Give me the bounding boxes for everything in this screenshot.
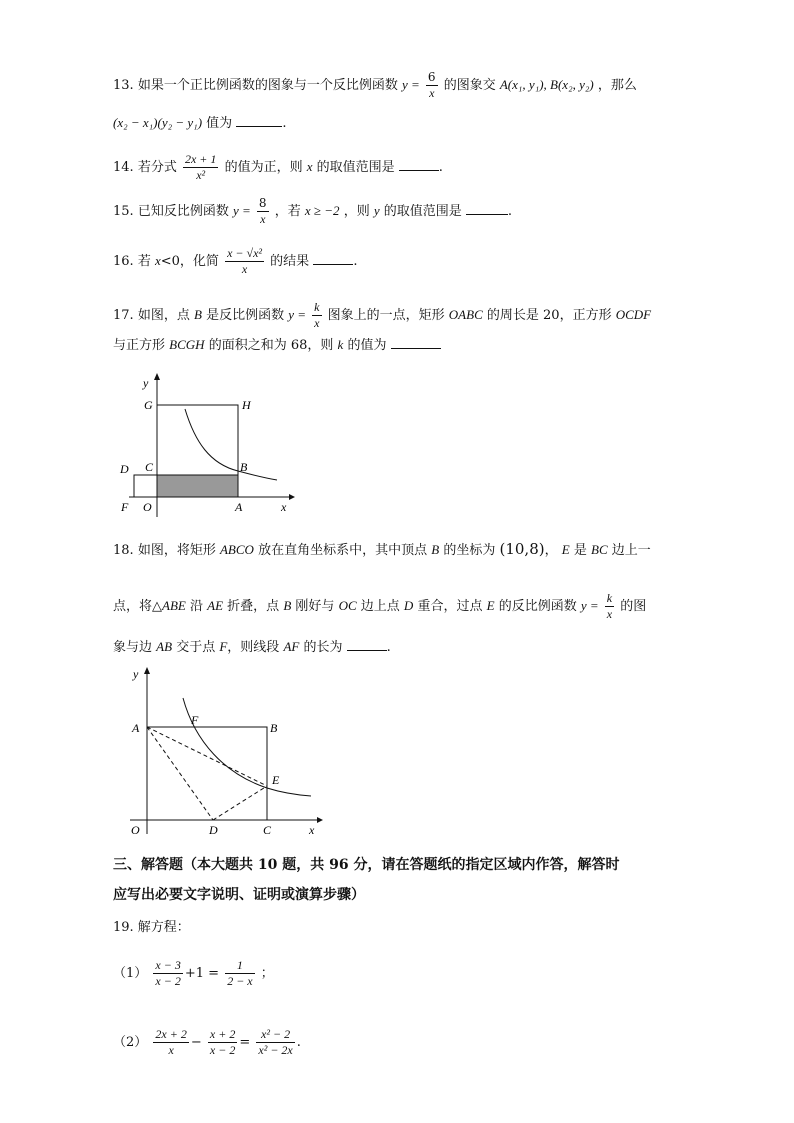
q17-label-y: y bbox=[143, 376, 149, 390]
q15-fraction: $\frac{8}{x}$ bbox=[258, 196, 267, 226]
q16-number: 16. bbox=[113, 254, 134, 269]
q19-part1: （1） $\frac{x - 3}{x - 2}$ +1 = $\frac{1}{2 - x}$ ； bbox=[113, 958, 274, 988]
q17-label-O: O bbox=[143, 500, 152, 514]
q18-label-A: A bbox=[132, 721, 140, 735]
q14-answer-blank[interactable] bbox=[399, 158, 439, 171]
q18-line3: 象与边 AB 交于点 F，则线段 AF 的长为 . bbox=[113, 639, 391, 655]
q19-title: 19. 解方程： bbox=[113, 920, 190, 935]
q17-y-arrow bbox=[154, 373, 160, 380]
q13-fraction: $\frac{6}{x}$ bbox=[427, 70, 436, 100]
q15-answer-blank[interactable] bbox=[466, 202, 508, 215]
q18-x-arrow bbox=[317, 817, 323, 823]
q18-figure bbox=[125, 662, 325, 840]
q15-number: 15. bbox=[113, 204, 134, 219]
q13-number: 13. bbox=[113, 78, 134, 93]
q17-label-x: x bbox=[281, 500, 287, 514]
q17-label-C: C bbox=[145, 460, 154, 474]
q16-line: 16. 若 x<0，化简 $\frac{\text{x − √x²}}{x}$ 的结果 . bbox=[113, 246, 358, 276]
q13-text: 如果一个正比例函数的图象与一个反比例函数 bbox=[137, 78, 398, 93]
q18-number: 18. bbox=[113, 543, 134, 558]
q18-fraction: $\frac{k}{x}$ bbox=[606, 591, 613, 621]
q17-square-ocdf bbox=[134, 475, 157, 497]
q18-label-B: B bbox=[270, 721, 278, 735]
q17-number: 17. bbox=[113, 308, 134, 323]
q19-part2-label: （2） bbox=[113, 1035, 148, 1050]
q18-line1: 18. 如图，将矩形 ABCO 放在直角坐标系中，其中顶点 B 的坐标为 (10,8)， E 是 BC 边上一 bbox=[113, 540, 651, 558]
q14-fraction: $\frac{2x + 1}{\text{x²}}$ bbox=[184, 152, 217, 182]
q13-expression: (x₂ − x₁)(y₂ − y₁) bbox=[113, 115, 203, 130]
q18-rect-abco bbox=[147, 727, 267, 820]
q17-line2: 与正方形 BCGH 的面积之和为 68，则 k 的值为 bbox=[113, 336, 441, 355]
q16-fraction: $\frac{\text{x − √x²}}{x}$ bbox=[227, 246, 263, 276]
q17-figure bbox=[115, 372, 295, 520]
q18-label-O: O bbox=[131, 823, 140, 837]
q18-answer-blank[interactable] bbox=[347, 638, 387, 651]
q17-label-F: F bbox=[121, 500, 129, 514]
q13-y-eq: y = bbox=[401, 77, 420, 92]
q17-shaded-rect bbox=[157, 475, 238, 497]
q18-fold-line-ae bbox=[147, 727, 267, 786]
section3-heading-line1: 三、解答题（本大题共 10 题，共 96 分，请在答题纸的指定区域内作答，解答时 bbox=[113, 857, 620, 873]
q17-answer-blank[interactable] bbox=[391, 336, 441, 349]
q18-label-D: D bbox=[209, 823, 218, 837]
q15-line: 15. 已知反比例函数 y = $\frac{8}{x}$ ，若 x ≥ −2 ，则 y 的取值范围是 . bbox=[113, 196, 513, 226]
q18-label-C: C bbox=[263, 823, 272, 837]
q17-fraction: $\frac{k}{x}$ bbox=[314, 300, 320, 330]
q13-points: A(x₁, y₁), B(x₂, y₂) bbox=[499, 77, 594, 92]
q17-label-G: G bbox=[144, 398, 153, 412]
q17-label-H: H bbox=[242, 398, 251, 412]
q18-label-F: F bbox=[191, 713, 199, 727]
q18-label-y: y bbox=[133, 667, 139, 681]
q19-part1-label: （1） bbox=[113, 966, 148, 981]
q17-label-A: A bbox=[235, 500, 243, 514]
q19-part2: （2） $\frac{2x + 2}{x}$ − $\frac{x + 2}{x - 2}$ = $\frac{\text{x² − 2}}{\text{x² − 2x}}$ . bbox=[113, 1027, 301, 1057]
q18-line-de bbox=[213, 786, 267, 820]
q18-y-arrow bbox=[144, 667, 150, 674]
q17-x-arrow bbox=[289, 494, 295, 500]
q16-answer-blank[interactable] bbox=[313, 252, 353, 265]
q17-line1: 17. 如图，点 B 是反比例函数 y = $\frac{k}{x}$ 图象上的一点，矩形 OABC 的周长是 20，正方形 OCDF bbox=[113, 300, 652, 330]
q17-label-D: D bbox=[120, 462, 129, 476]
q14-number: 14. bbox=[113, 160, 134, 175]
q18-label-E: E bbox=[272, 773, 280, 787]
q17-hyperbola bbox=[185, 409, 277, 480]
q13-answer-blank[interactable] bbox=[236, 114, 282, 127]
q18-label-x: x bbox=[309, 823, 315, 837]
q13-line1: 13. 如果一个正比例函数的图象与一个反比例函数 y = $\frac{6}{x}$ 的图象交 A(x₁, y₁), B(x₂, y₂) ，那么 bbox=[113, 70, 637, 100]
q18-coord: (10,8) bbox=[499, 540, 545, 558]
q14-line: 14. 若分式 $\frac{2x + 1}{\text{x²}}$ 的值为正，则 x 的取值范围是 . bbox=[113, 152, 443, 182]
section3-heading-line2: 应写出必要文字说明、证明或演算步骤） bbox=[113, 887, 365, 903]
q18-hyperbola bbox=[183, 698, 311, 796]
q18-line2: 点，将△ABE 沿 AE 折叠，点 B 刚好与 OC 边上点 D 重合，过点 E 的反比例函数 y = $\frac{k}{x}$ 的图 bbox=[113, 591, 647, 621]
q17-label-B: B bbox=[240, 460, 248, 474]
q13-line2: (x₂ − x₁)(y₂ − y₁) 值为 . bbox=[113, 115, 287, 131]
